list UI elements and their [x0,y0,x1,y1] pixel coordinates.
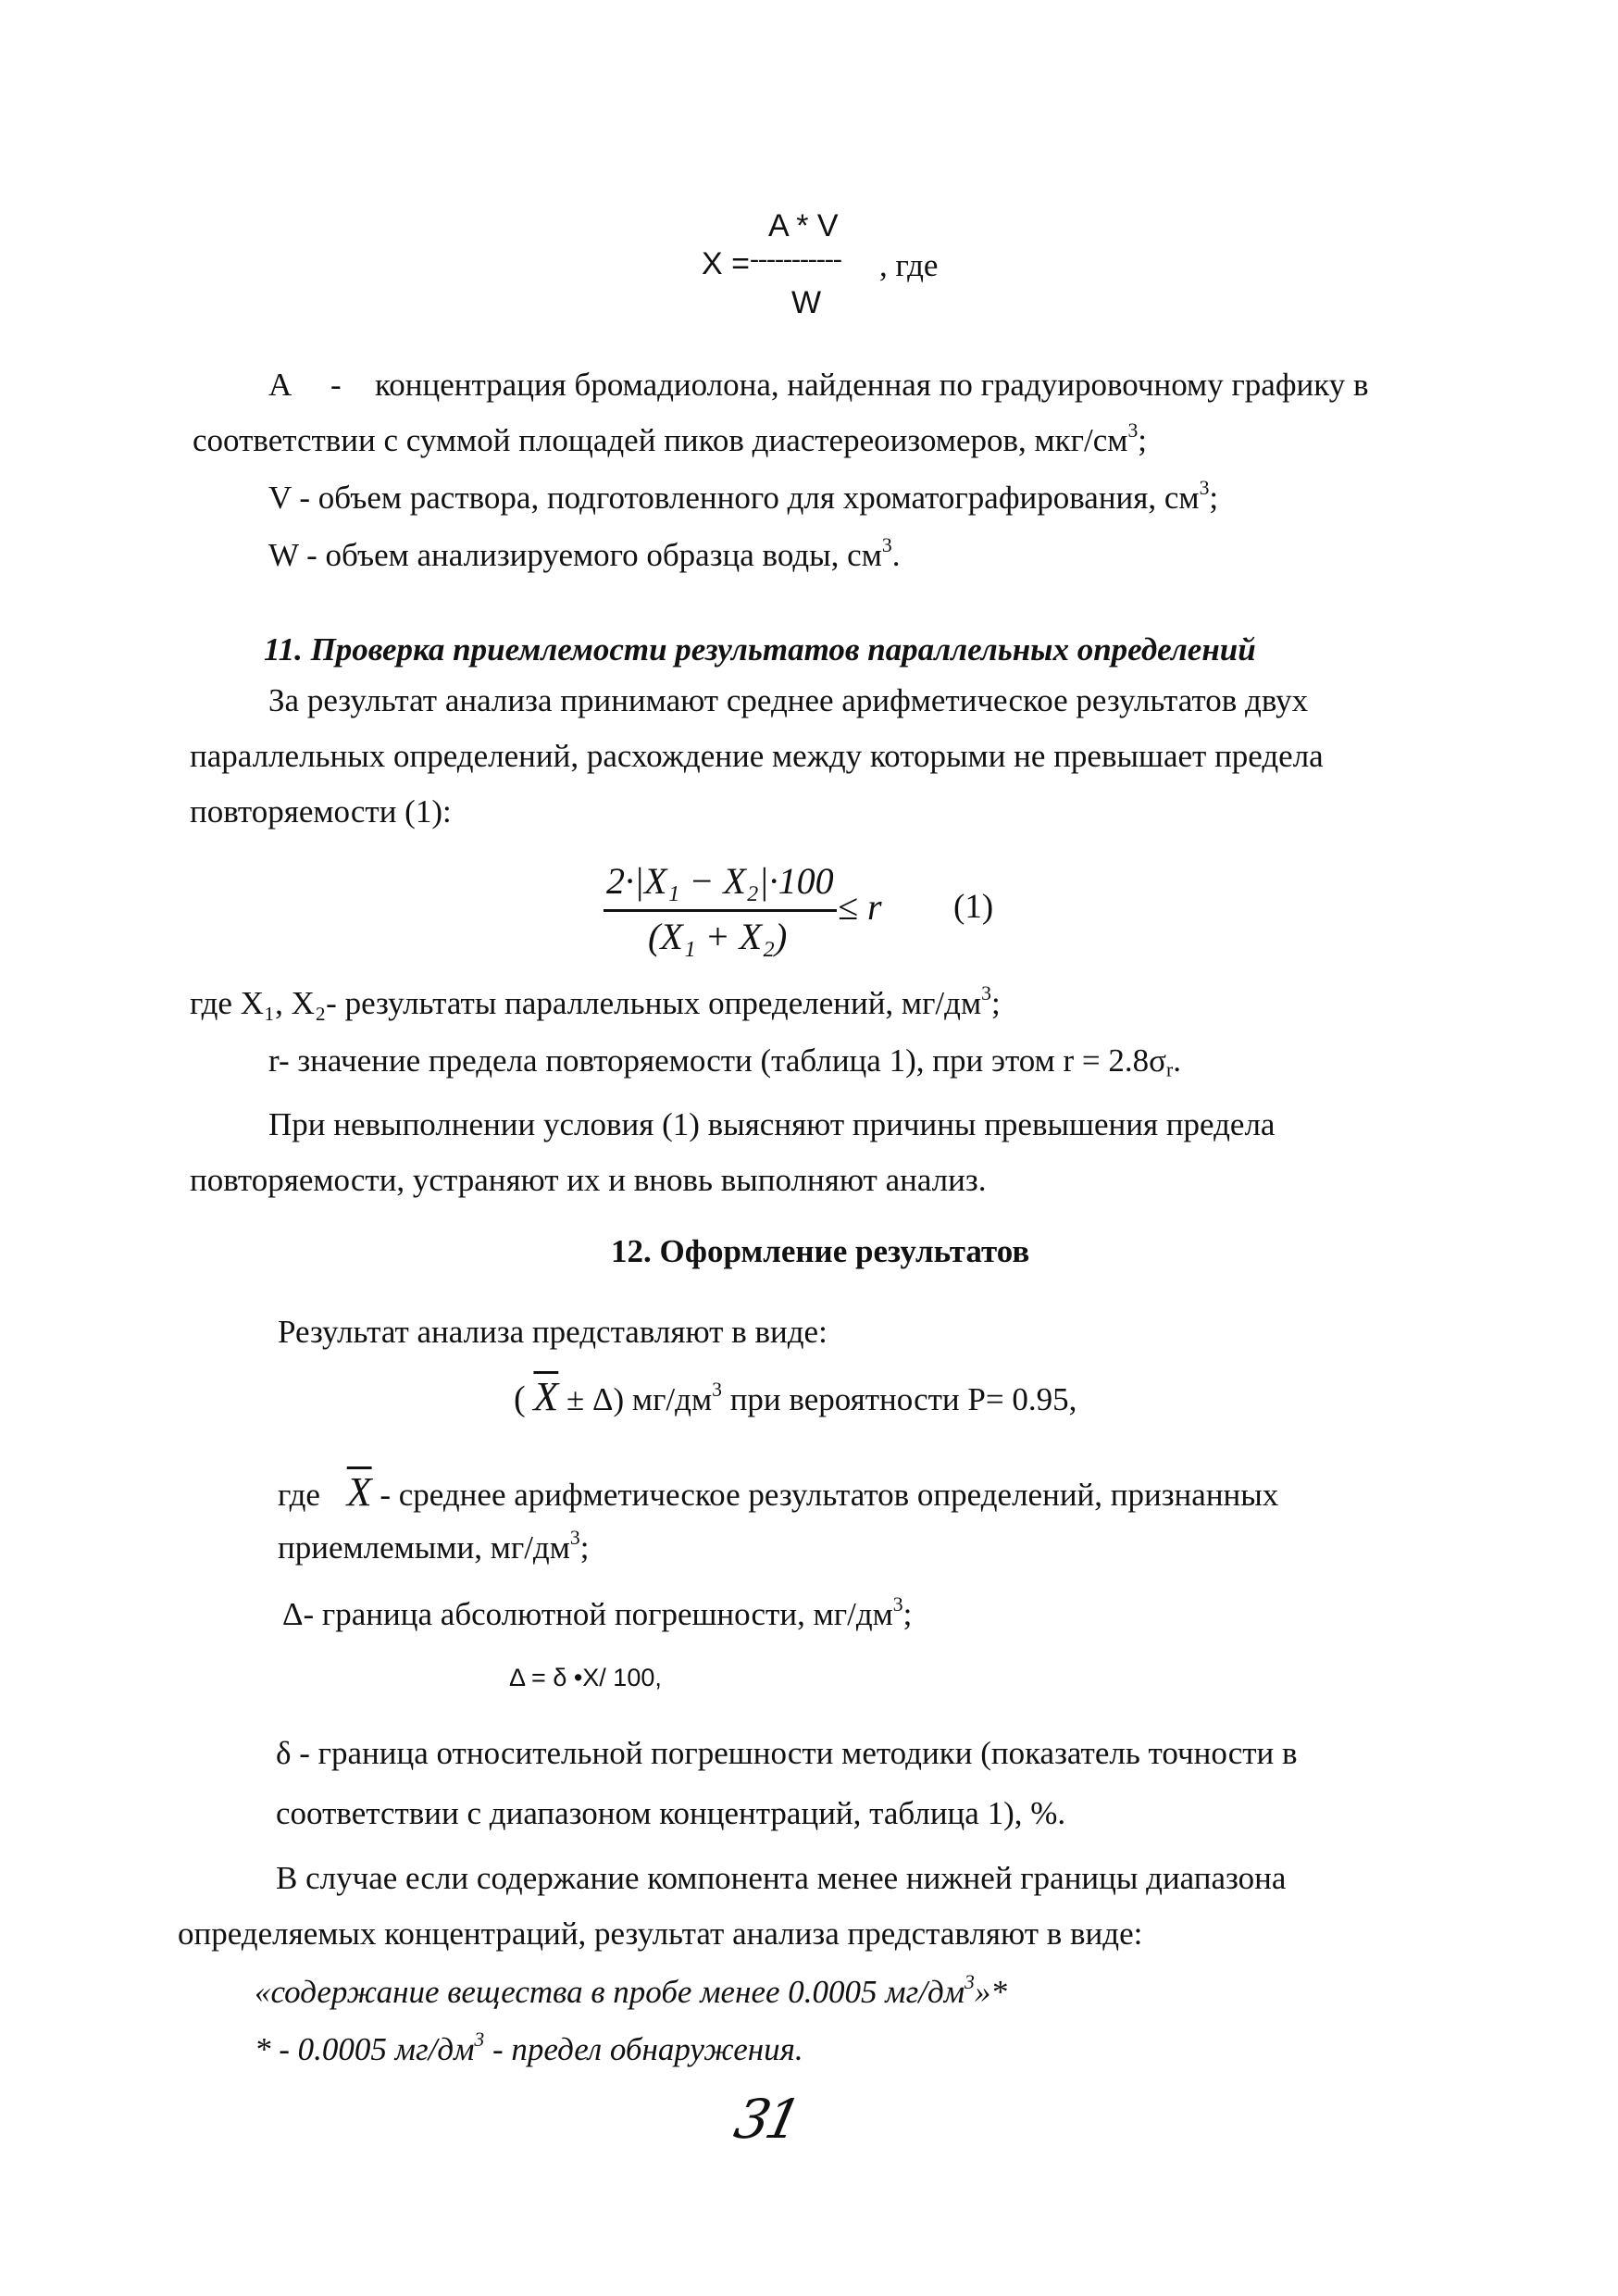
formula-x-denominator: W [791,285,822,320]
footnote-detection-limit: * - 0.0005 $мг/дм^3$ - предел обнаружения. [255,2028,803,2067]
section-11-p2-line2: повторяемости, устраняют их и вновь выполняют анализ. [190,1162,987,1198]
delta-formula: Δ = δ •X/ 100, [509,1664,662,1691]
formula-1-denominator: (X₁ + X₂) [648,916,788,957]
def-x1-x2: где X₁, X₂- результаты параллельных определений, $мг/дм^3$; [190,981,1001,1021]
def-a-line2: соответствии с суммой площадей пиков диастереоизомеров, мкг/$см^3$; [193,418,1148,458]
section-11-p1-line3: повторяемости (1): [190,793,452,830]
def-r: r- значение предела повторяемости (таблица 1), при этом $r = 2.8\sigma_r$. [268,1042,1182,1081]
result-quote: «содержание вещества в пробе менее 0.0005 $мг/дм^3»*$ [255,1970,1007,2010]
def-w-line: W - объем анализируемого образца воды, $см^3$. [268,533,901,573]
where-xbar-line2: приемлемыми, $мг/дм^3$; [278,1526,590,1566]
section-12-p3-line1: В случае если содержание компонента менее нижней границы диапазона [276,1860,1287,1896]
formula-x-suffix: , где [879,247,939,283]
def-a-line1: концентрация бромадиолона, найденная по градуировочному графику в [375,367,1369,403]
section-12-intro: Результат анализа представляют в виде: [278,1314,828,1350]
delta-definition: Δ- граница абсолютной погрешности, $мг/дм^3$; [282,1592,913,1632]
formula-x-numerator: A * V [768,208,839,243]
def-a-dash: - [330,367,342,403]
where-xbar-line: где $\overline{X}$ - среднее арифметическое результатов определений, признанных [278,1469,1279,1515]
section-12-p3-line2: определяемых концентраций, результат анализа представляют в виде: [178,1915,1143,1952]
sigma-definition-line1: δ - граница относительной погрешности методики (показатель точности в [276,1735,1298,1771]
formula-x-dashes: ----------- [750,243,841,274]
section-11-heading: 11. Проверка приемлемости результатов параллельных определений [264,631,1256,668]
section-11-p1-line2: параллельных определений, расхождение между которыми не превышает предела [190,738,1324,774]
def-v-line: V - объем раствора, подготовленного для хроматографирования, $см^3$; [268,476,1219,516]
section-11-p1-line1: За результат анализа принимают среднее арифметическое результатов двух [268,682,1309,718]
section-11-p2-line1: При невыполнении условия (1) выясняют причины превышения предела [268,1106,1276,1142]
result-expression: ( $\overline{X} \pm \Delta$) $мг/дм^3$ при вероятности P= 0.95, [514,1374,1077,1419]
sigma-definition-line2: соответствии с диапазоном концентраций, таблица 1), %. [276,1795,1066,1831]
formula-1-number: (1) [953,888,994,926]
formula-1-fraction-bar [604,909,837,912]
page-number: 31 [728,2088,804,2151]
formula-1-numerator: 2·|X₁ − X₂|·100 [606,860,834,902]
formula-x-lhs: X = [702,246,750,281]
def-a-label: А [268,367,292,403]
section-12-heading: 12. Оформление результатов [611,1233,1030,1269]
formula-1-relation: ≤ r [838,886,882,928]
